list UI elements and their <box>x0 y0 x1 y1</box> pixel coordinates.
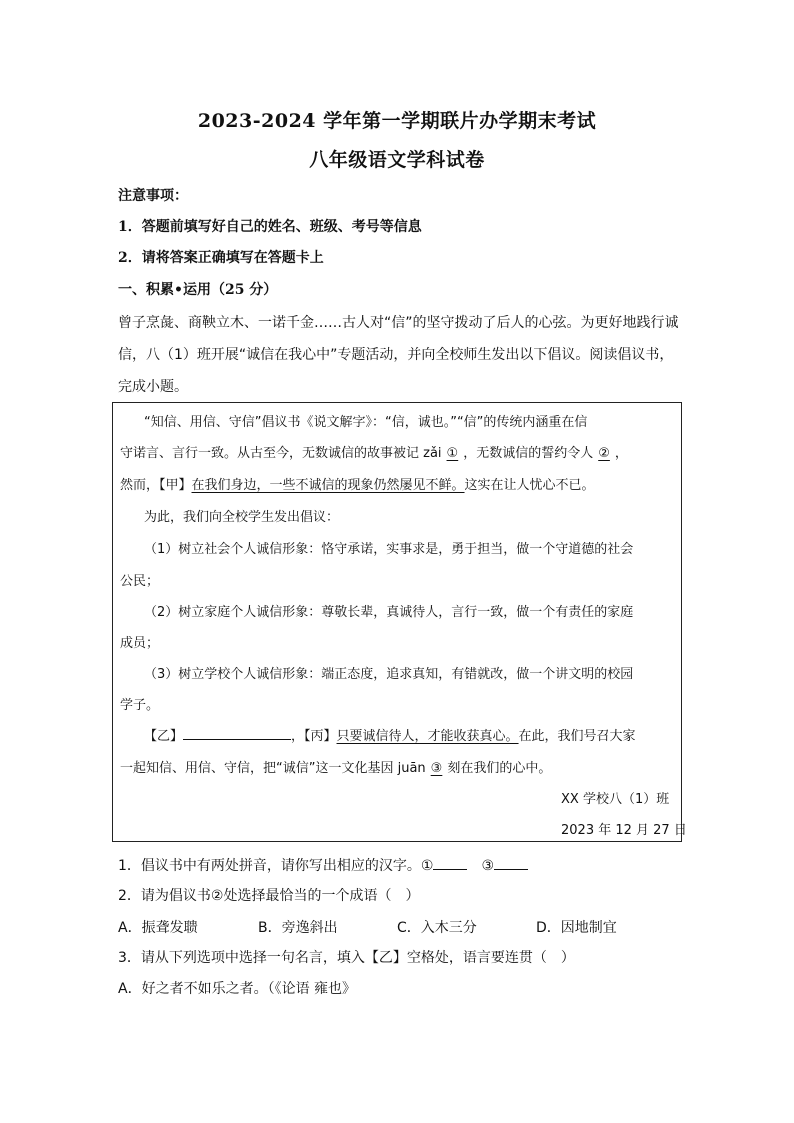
proposal-para-1-line-3: 然而，【甲】在我们身边，一些不诚信的现象仍然屡见不鲜。这实在让人忧心不已。 <box>120 478 595 493</box>
proposal-item-1-line-2: 公民； <box>120 574 160 589</box>
question-2: 2．请为倡议书②处选择最恰当的一个成语（ ） <box>118 888 420 904</box>
question-1: 1．倡议书中有两处拼音，请你写出相应的汉字。① ③ <box>118 855 528 875</box>
blank-3: ③ <box>430 761 443 776</box>
section-heading: 一、积累•运用（25 分） <box>118 282 278 298</box>
intro-line-3: 完成小题。 <box>118 379 188 395</box>
proposal-item-2-line-1: （2）树立家庭个人诚信形象：尊敬长辈，真诚待人，言行一致，做一个有责任的家庭 <box>144 605 634 620</box>
note-item-2: 2．请将答案正确填写在答题卡上 <box>118 250 324 266</box>
proposal-date: 2023 年 12 月 27 日 <box>561 823 687 838</box>
proposal-item-1-line-1: （1）树立社会个人诚信形象：恪守承诺，实事求是，勇于担当，做一个守道德的社会 <box>144 542 634 557</box>
proposal-box <box>112 402 682 842</box>
proposal-item-3-line-2: 学子。 <box>120 698 160 713</box>
exam-subtitle: 八年级语文学科试卷 <box>309 149 485 171</box>
blank-2: ② <box>598 446 610 461</box>
answer-blank-3[interactable] <box>494 868 528 870</box>
proposal-closing-line-2: 一起知信、用信、守信，把“诚信”这一文化基因 juān ③ 刻在我们的心中。 <box>120 761 552 776</box>
proposal-item-2-line-2: 成员； <box>120 636 160 651</box>
q2-option-c[interactable]: C．入木三分 <box>397 920 477 936</box>
blank-yi <box>183 738 291 740</box>
proposal-signer: XX 学校八（1）班 <box>561 792 670 807</box>
intro-line-2: 信，八（1）班开展“诚信在我心中”专题活动，并向全校师生发出以下倡议。阅读倡议书， <box>118 347 674 363</box>
sentence-jia: 在我们身边，一些不诚信的现象仍然屡见不鲜。 <box>191 478 465 493</box>
note-item-1: 1．答题前填写好自己的姓名、班级、考号等信息 <box>118 219 422 235</box>
sentence-bing: 只要诚信待人，才能收获真心。 <box>336 729 519 744</box>
proposal-para-1-line-1: “知信、用信、守信”倡议书《说文解字》：“信，诚也。”“信”的传统内涵重在信 <box>144 415 588 430</box>
q2-option-b[interactable]: B．旁逸斜出 <box>258 920 338 936</box>
proposal-item-3-line-1: （3）树立学校个人诚信形象：端正态度，追求真知，有错就改，做一个讲文明的校园 <box>144 667 634 682</box>
q3-option-a[interactable]: A．好之者不如乐之者。（《论语 雍也》 <box>118 981 357 997</box>
blank-1: ① <box>446 446 459 461</box>
proposal-closing-line-1: 【乙】 ，【丙】只要诚信待人，才能收获真心。在此，我们号召大家 <box>144 729 636 744</box>
proposal-para-1-line-2: 守诺言、言行一致。从古至今，无数诚信的故事被记 zǎi ① ，无数诚信的誓约令人 ② ， <box>120 446 628 461</box>
q2-option-d[interactable]: D．因地制宜 <box>536 920 617 936</box>
notes-heading: 注意事项： <box>118 188 188 204</box>
question-3: 3．请从下列选项中选择一句名言，填入【乙】空格处，语言要连贯（ ） <box>118 950 575 966</box>
q2-option-a[interactable]: A．振聋发聩 <box>118 920 198 936</box>
answer-blank-1[interactable] <box>433 868 467 870</box>
exam-title: 2023-2024 学年第一学期联片办学期末考试 <box>197 110 597 132</box>
intro-line-1: 曾子烹彘、商鞅立木、一诺千金……古人对“信”的坚守拨动了后人的心弦。为更好地践行诚 <box>118 315 679 331</box>
proposal-para-2: 为此，我们向全校学生发出倡议： <box>144 510 340 525</box>
